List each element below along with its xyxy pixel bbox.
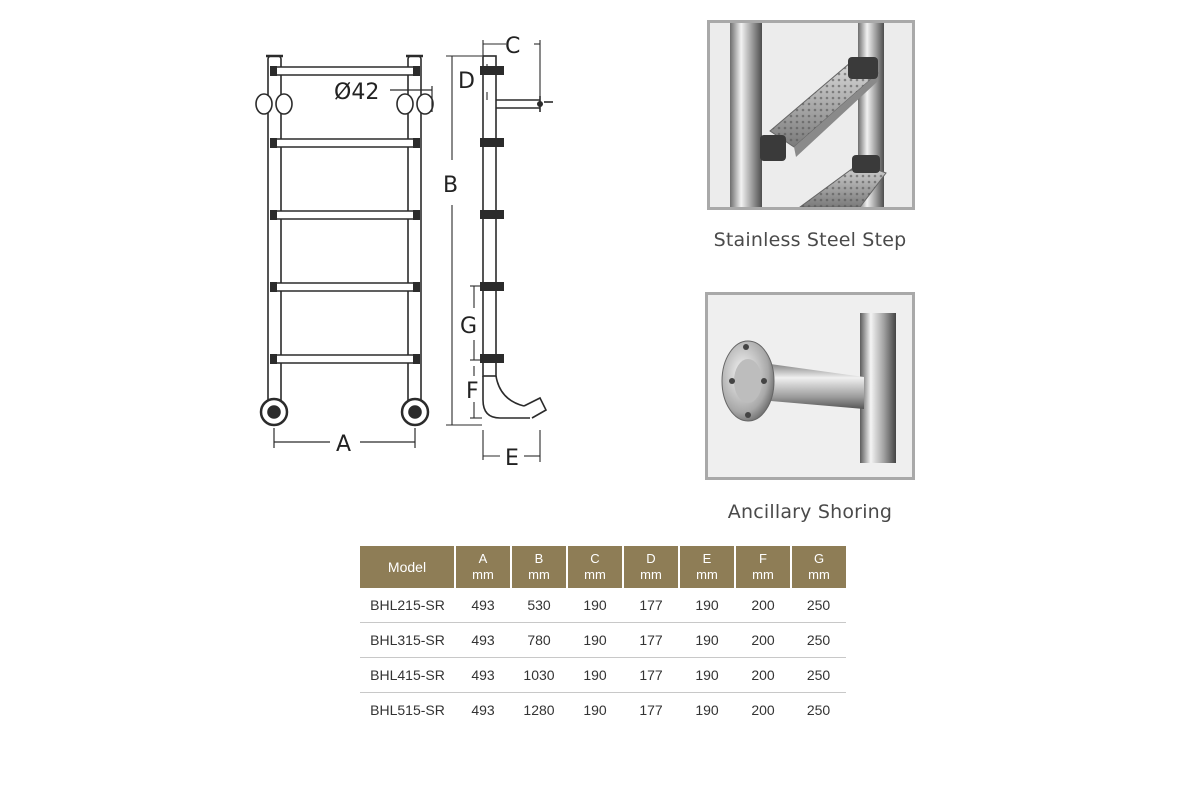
table-row <box>360 623 846 658</box>
cell-c: 190 <box>567 658 623 693</box>
stainless-steel-step-caption: Stainless Steel Step <box>713 229 907 251</box>
cell-e: 190 <box>679 623 735 658</box>
dim-label-a: A <box>336 432 352 457</box>
front-view-steps <box>272 67 418 363</box>
header-model: Model <box>360 546 455 588</box>
diameter-label: Ø42 <box>334 80 380 105</box>
ancillary-shoring-photo <box>705 292 915 480</box>
stainless-steel-step-photo <box>707 20 915 210</box>
cell-b: 1280 <box>523 702 555 718</box>
cell-model: BHL515-SR <box>370 702 445 718</box>
cell-a: 493 <box>455 623 511 658</box>
table-row <box>360 588 846 623</box>
cell-d: 177 <box>623 588 679 623</box>
cell-model: BHL415-SR <box>360 658 455 693</box>
header-d: D mm <box>623 546 679 588</box>
header-a: A mm <box>455 546 511 588</box>
dim-label-c: C <box>505 34 521 59</box>
cell-b: 1030 <box>511 658 567 693</box>
dim-label-g: G <box>460 314 478 339</box>
cell-b: 780 <box>511 623 567 658</box>
dim-label-b: B <box>443 173 459 198</box>
dim-label-d: D <box>458 69 475 94</box>
cell-c: 190 <box>567 588 623 623</box>
cell-a: 493 <box>455 658 511 693</box>
cell-d: 177 <box>639 702 663 718</box>
cell-g: 250 <box>791 623 846 658</box>
cell-e: 190 <box>679 658 735 693</box>
cell-model: BHL215-SR <box>360 588 455 623</box>
table-row <box>360 658 846 693</box>
header-e: E mm <box>679 546 735 588</box>
header-c: C mm <box>567 546 623 588</box>
specification-table <box>360 546 846 727</box>
table-row <box>360 693 846 728</box>
cell-model: BHL315-SR <box>360 623 455 658</box>
cell-a: 493 <box>471 702 495 718</box>
cell-e: 190 <box>679 588 735 623</box>
cell-d: 177 <box>623 623 679 658</box>
header-f: F mm <box>735 546 791 588</box>
cell-b: 530 <box>511 588 567 623</box>
cell-f: 200 <box>735 623 791 658</box>
cell-f: 200 <box>751 702 775 718</box>
table-header-row <box>360 546 846 588</box>
header-b: B mm <box>511 546 567 588</box>
cell-f: 200 <box>735 658 791 693</box>
cell-f: 200 <box>735 588 791 623</box>
dim-label-e: E <box>505 446 519 471</box>
cell-g: 250 <box>806 702 831 718</box>
cell-g: 250 <box>791 588 846 623</box>
cell-c: 190 <box>567 623 623 658</box>
dim-label-f: F <box>466 379 479 404</box>
header-g: G mm <box>791 546 846 588</box>
cell-g: 250 <box>791 658 846 693</box>
cell-c: 190 <box>583 702 607 718</box>
cell-e: 190 <box>695 702 719 718</box>
cell-d: 177 <box>623 658 679 693</box>
ancillary-shoring-caption: Ancillary Shoring <box>727 501 893 523</box>
cell-a: 493 <box>455 588 511 623</box>
